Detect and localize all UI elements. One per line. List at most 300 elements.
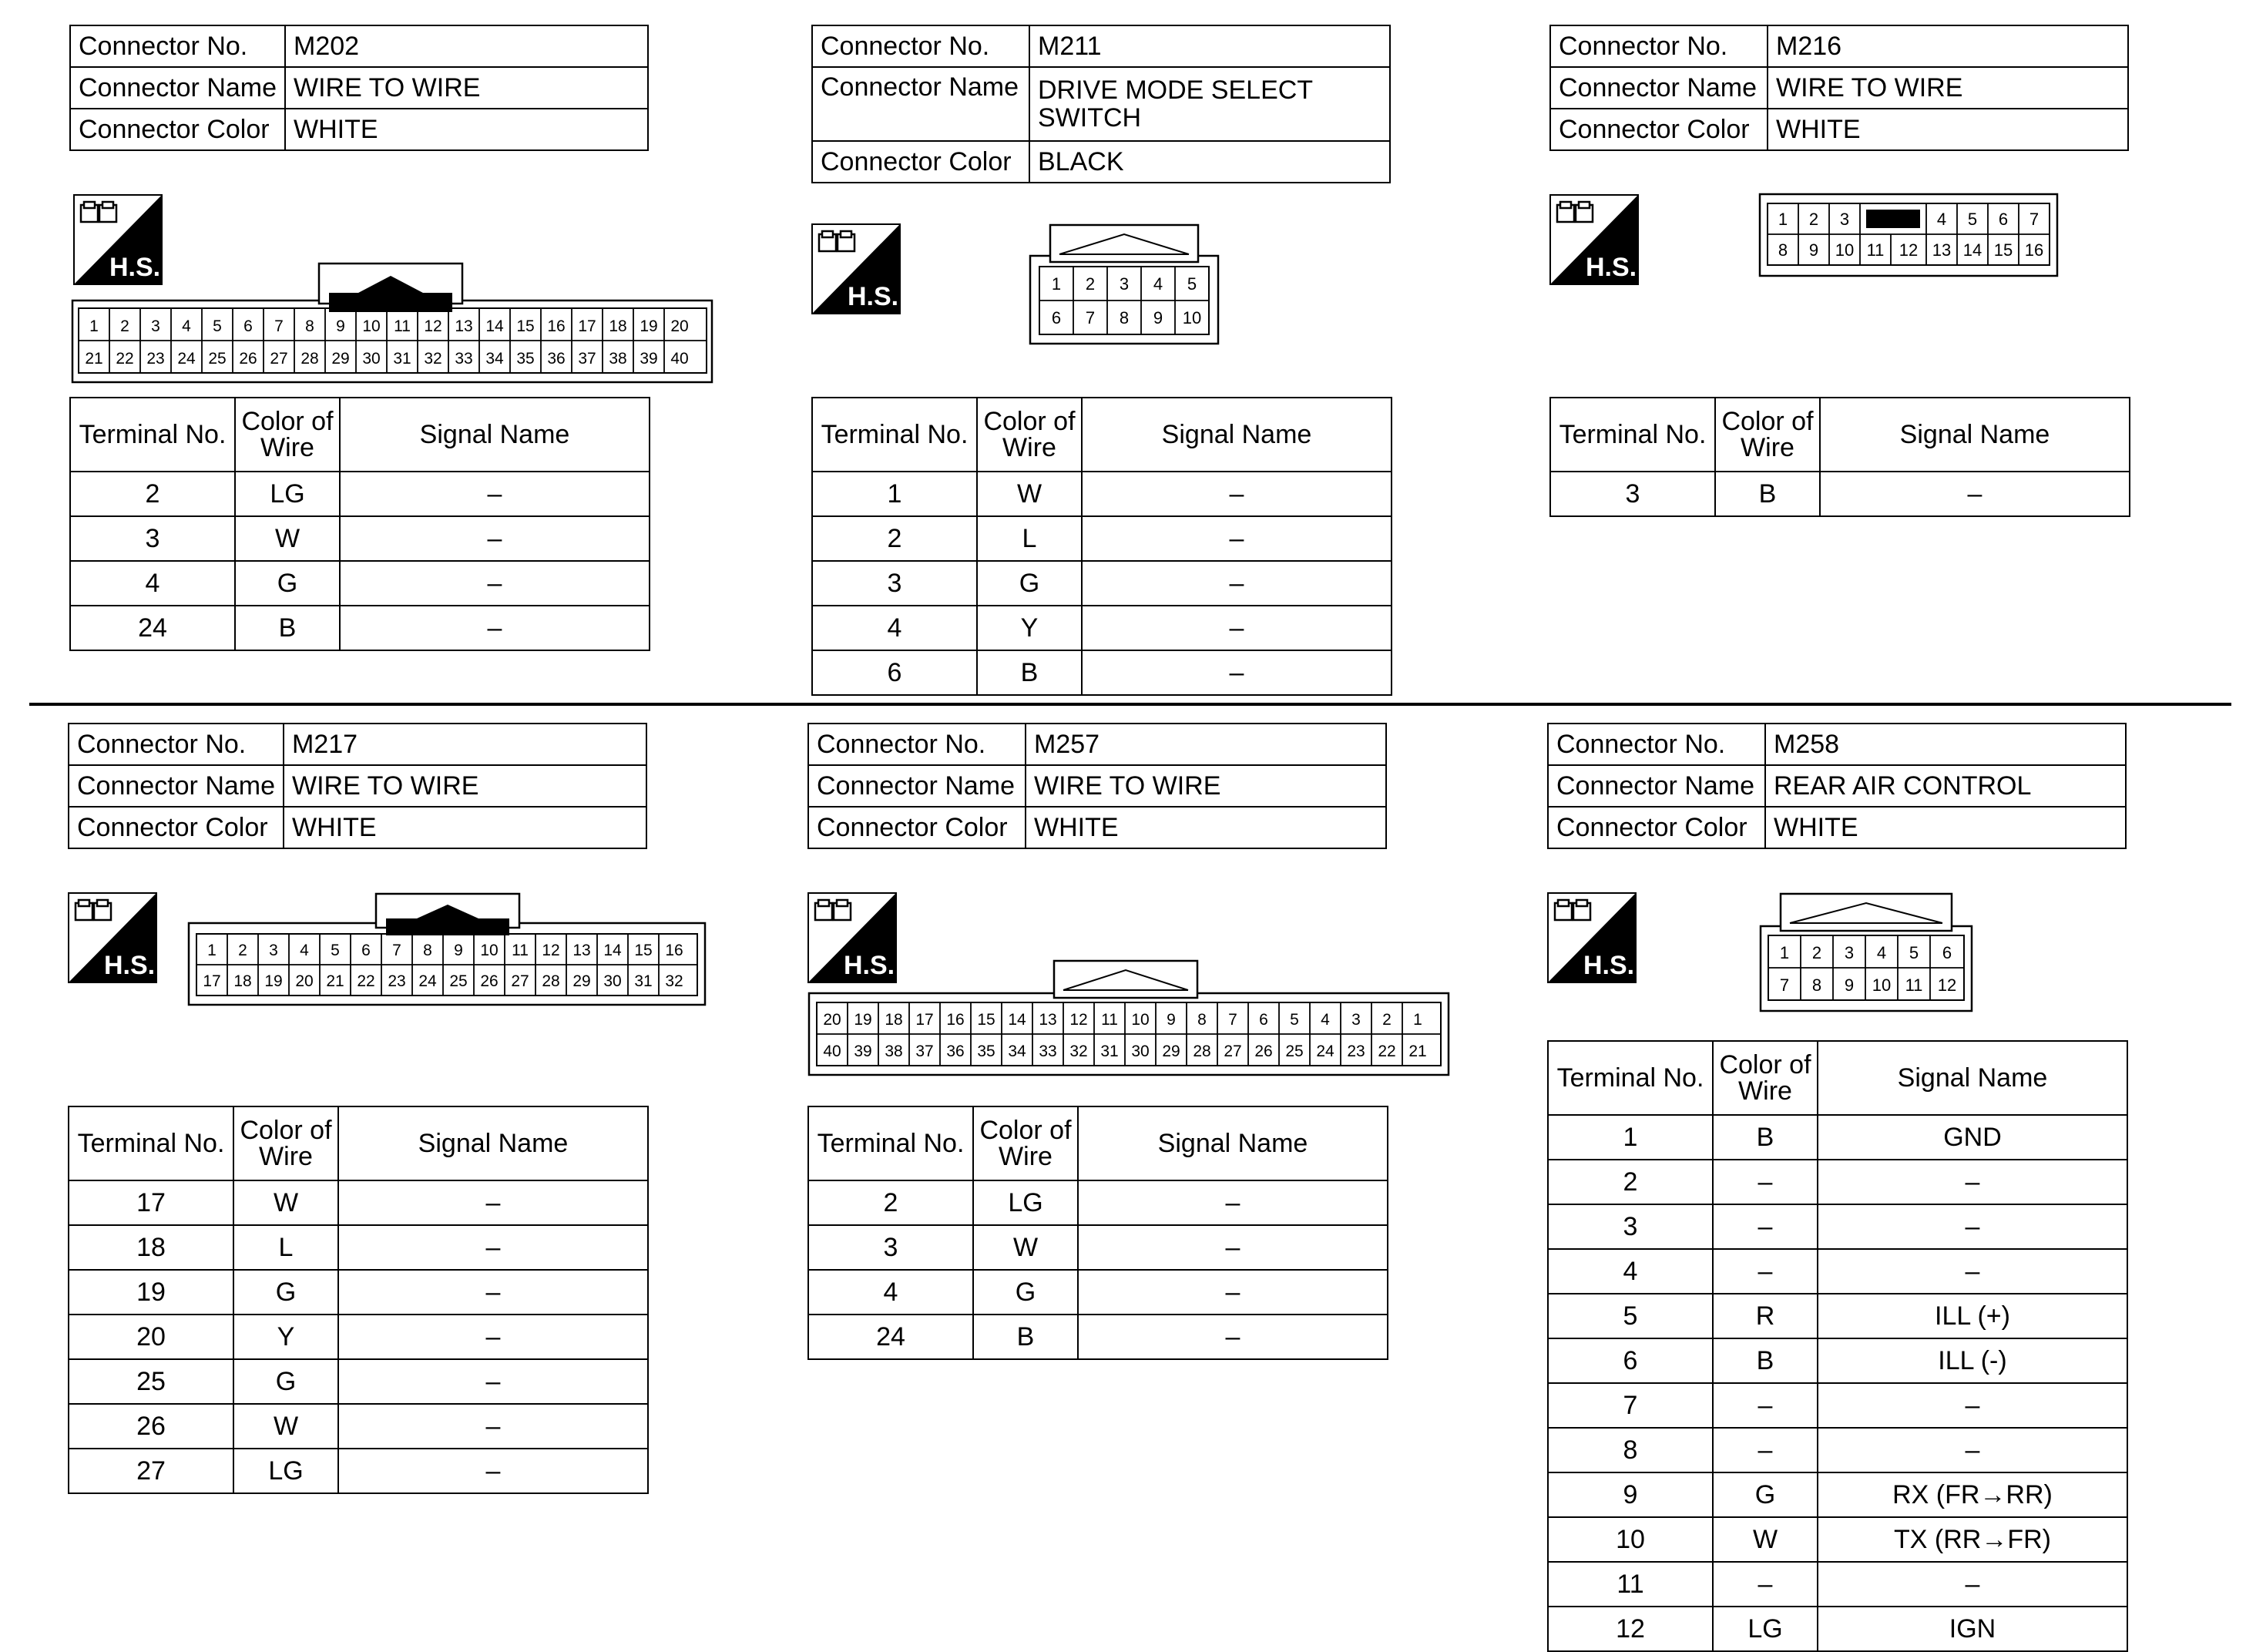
pin: 19: [264, 972, 283, 990]
pin: 2: [1811, 943, 1822, 962]
pin: 23: [388, 972, 406, 990]
cell: G: [233, 1359, 338, 1404]
pin: 8: [423, 942, 432, 959]
hs-label: H.S.: [1585, 253, 1637, 282]
connector-info-m216: [1549, 25, 2129, 151]
pin: 29: [331, 350, 350, 368]
table-row: [1548, 1249, 2127, 1294]
pin: 4: [1936, 210, 1947, 229]
cell: 3: [1550, 472, 1715, 516]
pin: 12: [1899, 240, 1919, 260]
pin: 17: [578, 317, 596, 335]
table-row: [808, 1270, 1388, 1315]
table-row: [69, 1315, 648, 1359]
table-row: [70, 606, 650, 650]
pin: 22: [116, 350, 134, 368]
header-signal-name: Signal Name: [1078, 1106, 1388, 1180]
pin: 3: [1351, 1011, 1361, 1029]
pin: 13: [455, 317, 473, 335]
pin: 18: [885, 1011, 903, 1029]
cell: –: [1818, 1204, 2127, 1249]
table-row: [69, 1404, 648, 1449]
pin: 24: [1316, 1043, 1335, 1060]
cell: G: [977, 561, 1082, 606]
cell: G: [233, 1270, 338, 1315]
cell: ILL (-): [1818, 1338, 2127, 1383]
cell: –: [338, 1225, 648, 1270]
pin: 34: [485, 350, 504, 368]
pin: 16: [2024, 240, 2044, 260]
pin: 38: [609, 350, 627, 368]
pin: 26: [1254, 1043, 1273, 1060]
table-row: [812, 516, 1392, 561]
pin: 12: [542, 942, 560, 959]
harness-side-icon: [68, 892, 157, 983]
cell: 6: [1548, 1338, 1713, 1383]
pin: 37: [578, 350, 596, 368]
connector-info-m258: [1547, 723, 2127, 849]
table-row: [69, 1225, 648, 1270]
pin: 14: [485, 317, 504, 335]
connector-name-label: Connector Name: [812, 67, 1029, 141]
cell: IGN: [1818, 1607, 2127, 1651]
pin: 6: [243, 317, 253, 335]
cell: –: [1818, 1249, 2127, 1294]
pin: 13: [1039, 1011, 1057, 1029]
cell: 3: [808, 1225, 973, 1270]
pin: 12: [1937, 975, 1957, 995]
connector-color-value: WHITE: [1768, 109, 2128, 150]
cell: 2: [1548, 1160, 1713, 1204]
cell: 25: [69, 1359, 233, 1404]
table-row: [1548, 1115, 2127, 1160]
header-signal-name: Signal Name: [1820, 398, 2130, 472]
pin: 28: [300, 350, 319, 368]
hs-label: H.S.: [847, 282, 899, 311]
harness-side-icon: [811, 223, 901, 314]
pin: 11: [394, 317, 411, 335]
terminal-table-m211: [811, 397, 1392, 696]
cell: LG: [973, 1180, 1078, 1225]
pin: 7: [1779, 975, 1790, 995]
connector-name-label: Connector Name: [69, 765, 284, 807]
cell: 3: [812, 561, 977, 606]
pin: 11: [512, 942, 529, 959]
cell: –: [1082, 606, 1392, 650]
pin: 39: [854, 1043, 872, 1060]
pin: 5: [1909, 943, 1919, 962]
table-row: [69, 1359, 648, 1404]
cell: LG: [233, 1449, 338, 1493]
connector-face-m216: [1758, 193, 2060, 279]
pin: 6: [1051, 308, 1062, 327]
pin: 25: [449, 972, 468, 990]
pin: 9: [1153, 308, 1163, 327]
terminal-table-m202: [69, 397, 650, 651]
pin: 10: [480, 942, 499, 959]
connector-face-m257: [807, 959, 1451, 1079]
pin: 3: [1839, 210, 1850, 229]
pin: 6: [1942, 943, 1952, 962]
pin: 9: [1167, 1011, 1176, 1029]
pin: 18: [233, 972, 252, 990]
pin: 5: [1967, 210, 1978, 229]
header-terminal-no: Terminal No.: [1548, 1041, 1713, 1115]
cell: GND: [1818, 1115, 2127, 1160]
pin: 3: [151, 317, 160, 335]
connector-name-label: Connector Name: [1548, 765, 1765, 807]
pin: 7: [274, 317, 284, 335]
cell: –: [1713, 1562, 1818, 1607]
pin: 25: [1285, 1043, 1304, 1060]
pin: 30: [1131, 1043, 1150, 1060]
cell: –: [1082, 472, 1392, 516]
cell: LG: [235, 472, 340, 516]
pin: 33: [1039, 1043, 1057, 1060]
pin: 30: [362, 350, 381, 368]
cell: –: [340, 606, 650, 650]
cell: –: [1818, 1428, 2127, 1472]
connector-face-m211: [1029, 223, 1221, 347]
cell: –: [1713, 1428, 1818, 1472]
cell: 20: [69, 1315, 233, 1359]
pin: 19: [640, 317, 658, 335]
cell: LG: [1713, 1607, 1818, 1651]
connector-no-label: Connector No.: [1548, 724, 1765, 765]
pin: 19: [854, 1011, 872, 1029]
table-row: [1550, 472, 2130, 516]
connector-name-value: WIRE TO WIRE: [1768, 67, 2128, 109]
connector-info-m211: [811, 25, 1391, 183]
cell: W: [1713, 1517, 1818, 1562]
pin: 10: [1872, 975, 1892, 995]
cell: W: [233, 1180, 338, 1225]
pin: 39: [640, 350, 658, 368]
table-row: [1548, 1383, 2127, 1428]
pin: 20: [295, 972, 314, 990]
pin: 33: [455, 350, 473, 368]
connector-no-label: Connector No.: [69, 724, 284, 765]
cell: –: [1820, 472, 2130, 516]
table-row: [69, 1270, 648, 1315]
pin: 24: [177, 350, 196, 368]
pin: 11: [1905, 975, 1923, 995]
cell: 27: [69, 1449, 233, 1493]
cell: –: [340, 516, 650, 561]
connector-no-label: Connector No.: [808, 724, 1026, 765]
cell: 2: [70, 472, 235, 516]
connector-face-m258: [1759, 892, 1975, 1014]
cell: W: [977, 472, 1082, 516]
cell: G: [235, 561, 340, 606]
cell: Y: [977, 606, 1082, 650]
pin: 13: [1932, 240, 1952, 260]
header-terminal-no: Terminal No.: [812, 398, 977, 472]
pin: 40: [823, 1043, 841, 1060]
pin: 11: [1866, 240, 1885, 260]
connector-name-value: WIRE TO WIRE: [1026, 765, 1386, 807]
pin: 20: [670, 317, 689, 335]
connector-no-label: Connector No.: [812, 25, 1029, 67]
cell: –: [1082, 561, 1392, 606]
cell: B: [1713, 1338, 1818, 1383]
pin: 1: [1413, 1011, 1422, 1029]
cell: 2: [808, 1180, 973, 1225]
pin: 35: [977, 1043, 995, 1060]
cell: –: [1713, 1249, 1818, 1294]
pin: 8: [1197, 1011, 1207, 1029]
pin: 2: [120, 317, 129, 335]
pin: 11: [1101, 1011, 1118, 1029]
header-terminal-no: Terminal No.: [69, 1106, 233, 1180]
pin: 1: [1779, 943, 1790, 962]
pin: 15: [634, 942, 653, 959]
cell: R: [1713, 1294, 1818, 1338]
connector-color-label: Connector Color: [70, 109, 285, 150]
pin: 36: [547, 350, 566, 368]
pin: 2: [238, 942, 247, 959]
hs-label: H.S.: [1583, 951, 1635, 980]
connector-name-value: WIRE TO WIRE: [284, 765, 646, 807]
pin: 1: [207, 942, 217, 959]
hs-label: H.S.: [103, 951, 156, 980]
connector-color-label: Connector Color: [1550, 109, 1768, 150]
pin: 25: [208, 350, 227, 368]
connector-face-m202: [71, 262, 714, 385]
cell: –: [1078, 1225, 1388, 1270]
cell: B: [977, 650, 1082, 695]
connector-no-value: M257: [1026, 724, 1386, 765]
connector-name-value: REAR AIR CONTROL: [1765, 765, 2126, 807]
pin: 10: [1182, 308, 1202, 327]
terminal-table-m216: [1549, 397, 2130, 517]
cell: –: [1713, 1160, 1818, 1204]
pin: 31: [1100, 1043, 1119, 1060]
connector-color-value: BLACK: [1029, 141, 1390, 183]
pin: 36: [946, 1043, 965, 1060]
table-row: [812, 650, 1392, 695]
pin: 26: [239, 350, 257, 368]
cell: 2: [812, 516, 977, 561]
pin: 15: [1993, 240, 2013, 260]
cell: 24: [808, 1315, 973, 1359]
cell: TX (RR→FR): [1818, 1517, 2127, 1562]
cell: 4: [812, 606, 977, 650]
cell: –: [340, 472, 650, 516]
cell: 4: [70, 561, 235, 606]
connector-name-value: WIRE TO WIRE: [285, 67, 648, 109]
pin: 21: [85, 350, 103, 368]
pin: 7: [1228, 1011, 1237, 1029]
table-row: [812, 472, 1392, 516]
cell: B: [235, 606, 340, 650]
table-row: [808, 1225, 1388, 1270]
header-terminal-no: Terminal No.: [808, 1106, 973, 1180]
pin: 27: [1224, 1043, 1242, 1060]
table-row: [70, 472, 650, 516]
cell: 12: [1548, 1607, 1713, 1651]
pin: 38: [885, 1043, 903, 1060]
pin: 9: [1844, 975, 1855, 995]
cell: –: [1713, 1383, 1818, 1428]
pin: 28: [542, 972, 560, 990]
cell: 4: [1548, 1249, 1713, 1294]
cell: 4: [808, 1270, 973, 1315]
connector-info-m202: [69, 25, 649, 151]
cell: –: [1818, 1562, 2127, 1607]
cell: 11: [1548, 1562, 1713, 1607]
harness-side-icon: [1547, 892, 1637, 983]
pin: 7: [392, 942, 401, 959]
cell: 24: [70, 606, 235, 650]
cell: B: [1715, 472, 1820, 516]
pin: 8: [305, 317, 314, 335]
cell: 7: [1548, 1383, 1713, 1428]
pin: 10: [1835, 240, 1855, 260]
pin: 32: [1069, 1043, 1088, 1060]
pin: 5: [331, 942, 340, 959]
pin: 1: [1778, 210, 1788, 229]
table-row: [1548, 1160, 2127, 1204]
connector-color-label: Connector Color: [808, 807, 1026, 848]
pin: 16: [547, 317, 566, 335]
connector-no-value: M258: [1765, 724, 2126, 765]
table-row: [1548, 1294, 2127, 1338]
cell: G: [1713, 1472, 1818, 1517]
cell: W: [973, 1225, 1078, 1270]
pin: 3: [1119, 274, 1130, 294]
pin: 29: [1162, 1043, 1180, 1060]
connector-color-value: WHITE: [284, 807, 646, 848]
pin: 4: [300, 942, 309, 959]
pin: 21: [1408, 1043, 1427, 1060]
pin: 24: [418, 972, 437, 990]
pin: 1: [89, 317, 99, 335]
table-row: [69, 1449, 648, 1493]
pin: 28: [1193, 1043, 1211, 1060]
cell: 26: [69, 1404, 233, 1449]
pin: 2: [1808, 210, 1819, 229]
pin: 21: [326, 972, 344, 990]
pin: 6: [1998, 210, 2009, 229]
cell: W: [235, 516, 340, 561]
connector-color-label: Connector Color: [1548, 807, 1765, 848]
cell: 10: [1548, 1517, 1713, 1562]
table-row: [812, 561, 1392, 606]
header-terminal-no: Terminal No.: [70, 398, 235, 472]
connector-face-m217: [187, 892, 707, 1008]
connector-no-value: M211: [1029, 25, 1390, 67]
header-color-of-wire: Color of Wire: [235, 398, 340, 472]
connector-name-label: Connector Name: [808, 765, 1026, 807]
pin: 2: [1085, 274, 1096, 294]
cell: 6: [812, 650, 977, 695]
table-row: [70, 516, 650, 561]
cell: 8: [1548, 1428, 1713, 1472]
pin: 4: [182, 317, 191, 335]
cell: 18: [69, 1225, 233, 1270]
pin: 4: [1321, 1011, 1330, 1029]
pin: 14: [1962, 240, 1982, 260]
pin: 6: [1259, 1011, 1268, 1029]
pin: 35: [516, 350, 535, 368]
cell: –: [338, 1404, 648, 1449]
pin: 8: [1119, 308, 1130, 327]
cell: –: [338, 1315, 648, 1359]
harness-side-icon: [1549, 194, 1639, 285]
cell: –: [338, 1270, 648, 1315]
header-signal-name: Signal Name: [1082, 398, 1392, 472]
cell: B: [973, 1315, 1078, 1359]
pin: 2: [1382, 1011, 1392, 1029]
table-row: [1548, 1338, 2127, 1383]
cell: RX (FR→RR): [1818, 1472, 2127, 1517]
header-color-of-wire: Color of Wire: [973, 1106, 1078, 1180]
connector-color-label: Connector Color: [69, 807, 284, 848]
pin: 7: [2029, 210, 2040, 229]
pin: 31: [393, 350, 411, 368]
pin: 3: [1844, 943, 1855, 962]
pin: 31: [634, 972, 653, 990]
connector-name-value: DRIVE MODE SELECT SWITCH: [1029, 67, 1390, 141]
cell: Y: [233, 1315, 338, 1359]
pin: 4: [1153, 274, 1163, 294]
cell: –: [1818, 1383, 2127, 1428]
connector-name-label: Connector Name: [70, 67, 285, 109]
connector-no-label: Connector No.: [70, 25, 285, 67]
pin: 27: [511, 972, 529, 990]
table-row: [70, 561, 650, 606]
pin: 34: [1008, 1043, 1026, 1060]
cell: W: [233, 1404, 338, 1449]
header-terminal-no: Terminal No.: [1550, 398, 1715, 472]
connector-name-label: Connector Name: [1550, 67, 1768, 109]
cell: 5: [1548, 1294, 1713, 1338]
pin: 32: [424, 350, 442, 368]
table-row: [1548, 1204, 2127, 1249]
connector-info-m217: [68, 723, 647, 849]
cell: L: [233, 1225, 338, 1270]
cell: 3: [70, 516, 235, 561]
pin: 4: [1876, 943, 1887, 962]
terminal-table-m258: [1547, 1040, 2128, 1652]
table-row: [808, 1315, 1388, 1359]
pin: 6: [361, 942, 371, 959]
connector-no-label: Connector No.: [1550, 25, 1768, 67]
pin: 16: [946, 1011, 965, 1029]
pin: 17: [203, 972, 221, 990]
pin: 5: [1187, 274, 1197, 294]
pin: 27: [270, 350, 288, 368]
header-signal-name: Signal Name: [338, 1106, 648, 1180]
pin: 5: [213, 317, 222, 335]
cell: 19: [69, 1270, 233, 1315]
connector-color-value: WHITE: [1026, 807, 1386, 848]
pin: 22: [1378, 1043, 1396, 1060]
pin: 23: [1347, 1043, 1365, 1060]
cell: 9: [1548, 1472, 1713, 1517]
table-row: [1548, 1517, 2127, 1562]
cell: 1: [812, 472, 977, 516]
cell: 17: [69, 1180, 233, 1225]
pin: 3: [269, 942, 278, 959]
header-color-of-wire: Color of Wire: [977, 398, 1082, 472]
cell: 1: [1548, 1115, 1713, 1160]
pin: 9: [336, 317, 345, 335]
cell: B: [1713, 1115, 1818, 1160]
pin: 17: [915, 1011, 934, 1029]
pin: 37: [915, 1043, 934, 1060]
